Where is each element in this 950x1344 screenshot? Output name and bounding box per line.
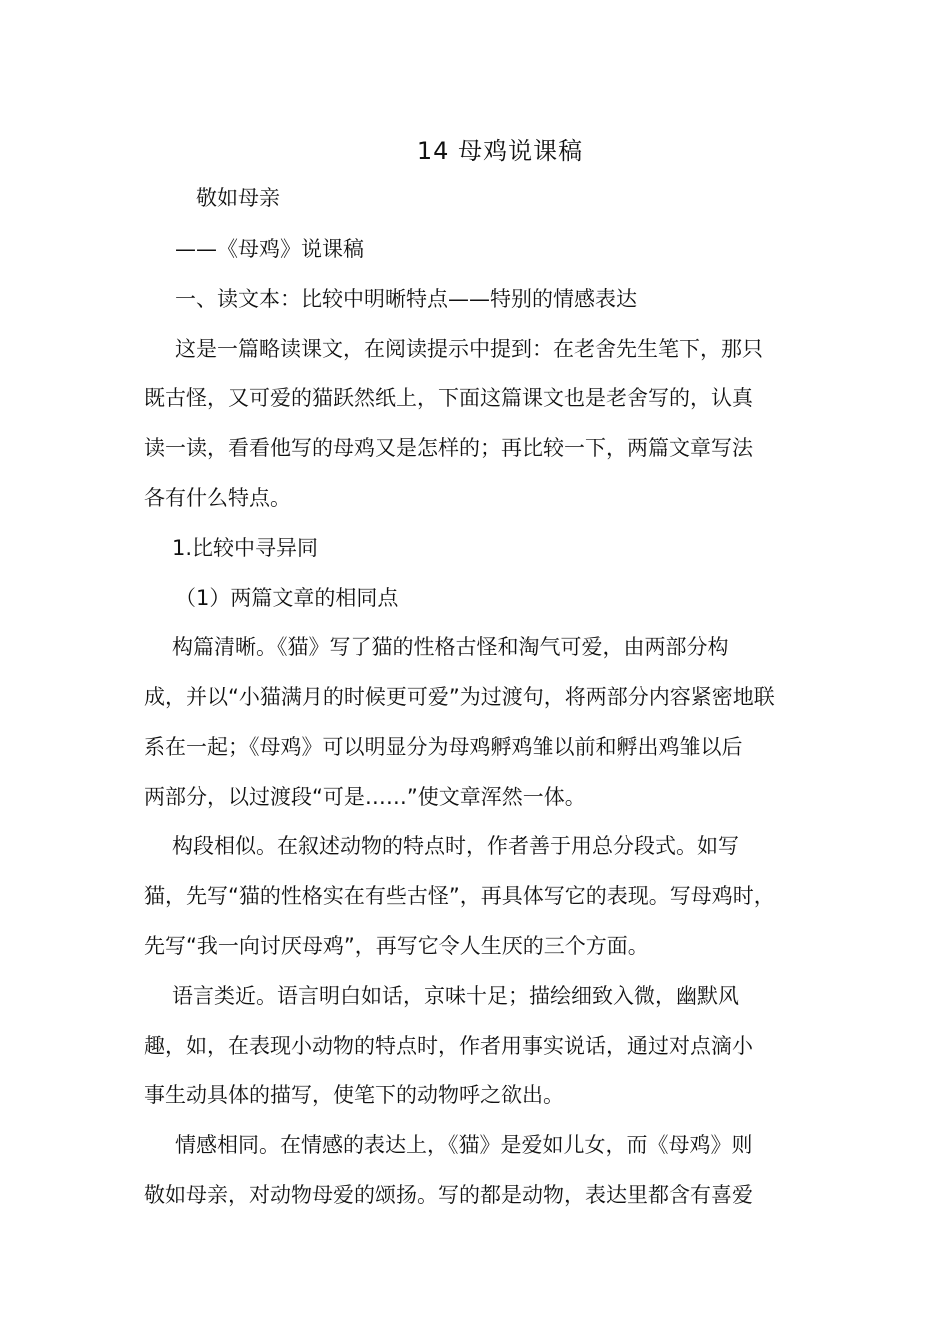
paragraph-line: 先写“我一向讨厌母鸡”，再写它令人生厌的三个方面。 (144, 934, 649, 958)
subtitle-line: 敬如母亲 (175, 186, 280, 210)
subtitle-dash-line: ——《母鸡》说课稿 (175, 237, 364, 261)
page-title: 14 母鸡说课稿 (416, 137, 584, 165)
paragraph-line: 成，并以“小猫满月的时候更可爱”为过渡句，将两部分内容紧密地联 (144, 685, 775, 709)
paragraph-line: 事生动具体的描写，使笔下的动物呼之欲出。 (144, 1083, 564, 1107)
paragraph-line: 两部分，以过渡段“可是……”使文章浑然一体。 (144, 785, 586, 809)
paragraph-line: 敬如母亲，对动物母爱的颂扬。写的都是动物，表达里都含有喜爱 (144, 1183, 753, 1207)
paragraph-line: 情感相同。在情感的表达上，《猫》是爱如儿女，而《母鸡》则 (175, 1133, 753, 1157)
paragraph-line: 读一读，看看他写的母鸡又是怎样的；再比较一下，两篇文章写法 (144, 436, 753, 460)
paragraph-line: 既古怪，又可爱的猫跃然纸上，下面这篇课文也是老舍写的，认真 (144, 386, 753, 410)
paragraph-line: 趣，如，在表现小动物的特点时，作者用事实说话，通过对点滴小 (144, 1034, 753, 1058)
section-heading: 一、读文本：比较中明晰特点——特别的情感表达 (175, 287, 637, 311)
paragraph-line: 构篇清晰。《猫》写了猫的性格古怪和淘气可爱，由两部分构 (172, 635, 729, 659)
paragraph-line: 这是一篇略读课文，在阅读提示中提到：在老舍先生笔下，那只 (175, 337, 763, 361)
paragraph-line: 各有什么特点。 (144, 486, 291, 510)
paragraph-line: 猫，先写“猫的性格实在有些古怪”，再具体写它的表现。写母鸡时， (144, 884, 775, 908)
paragraph-line: 语言类近。语言明白如话，京味十足；描绘细致入微，幽默风 (172, 984, 739, 1008)
paragraph-line: 系在一起；《母鸡》可以明显分为母鸡孵鸡雏以前和孵出鸡雏以后 (144, 735, 743, 759)
subsubsection-heading: （1）两篇文章的相同点 (175, 586, 399, 610)
paragraph-line: 构段相似。在叙述动物的特点时，作者善于用总分段式。如写 (172, 834, 739, 858)
subsection-heading: 1.比较中寻异同 (172, 536, 319, 560)
